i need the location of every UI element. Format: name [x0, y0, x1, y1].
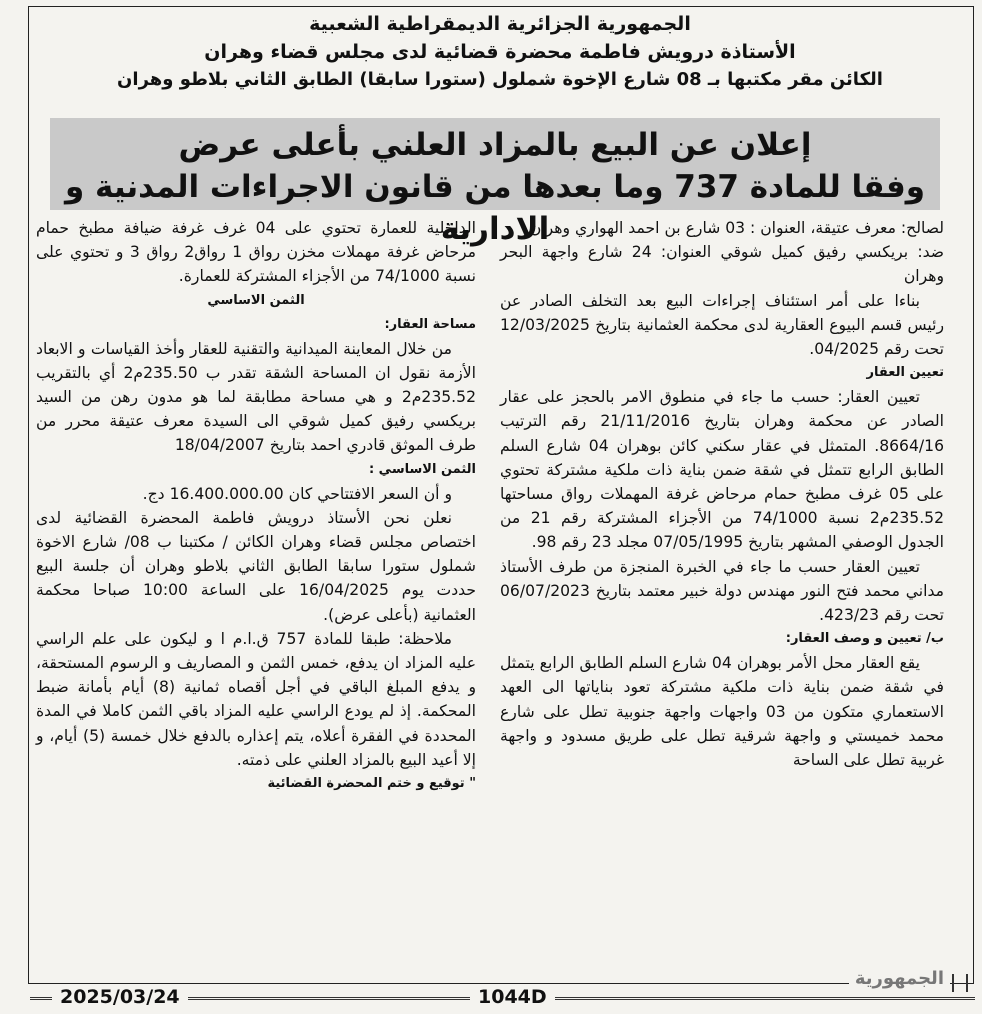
- title-line-2: وفقا للمادة 737 وما بعدها من قانون الاجراءات المدنية و الادارية: [64, 169, 926, 247]
- notice-header: [40, 10, 960, 94]
- opening-price-paragraph: و أن السعر الافتتاحي كان 16.400.000.00 دج.: [142, 484, 452, 503]
- order-paragraph: بناءا على أمر استئناف إجراءات البيع بعد التخلف الصادر عن رئيس قسم البيوع العقارية لدى محكمة العثمانية بتاريخ 12/03/2025 تحت رقم 04/2025.: [500, 291, 944, 359]
- header-address-line: الكائن مقر مكتبها بـ 08 شارع الإخوة شملول (ستورا سابقا) الطابق الثاني بلاطو وهران: [117, 69, 883, 90]
- area-paragraph: من خلال المعاينة الميدانية والتقنية للعقار وأخذ القياسات و الابعاد الأزمة نقول ان المساحة الشقة تقدر ب 235.50م2 أي بالتقريب 235.52م2 و هي مساحة مطابقة لما هو مدون رهن من السيد بريكسي رفيق كميل شوقي الى السيدة معرف عتيقة محرر من طرف الموثق قادري احمد بتاريخ 18/04/2007: [36, 339, 476, 455]
- expertise-paragraph: تعيين العقار حسب ما جاء في الخبرة المنجزة من طرف الأستاذ مداني محمد فتح النور مهندس دولة خبير معتمد بتاريخ 06/07/2023 تحت رقم 423/23.: [500, 557, 944, 625]
- property-designation-heading: تعيين العقار: [866, 365, 944, 381]
- signature-line: " توقيع و ختم المحضرة القضائية: [267, 776, 476, 792]
- property-designation-paragraph: تعيين العقار: حسب ما جاء في منطوق الامر بالحجز على عقار الصادر عن محكمة وهران بتاريخ 21/11/2016 رقم الترتيب 8664/16. المتمثل في عقار سكني كائن بوهران 04 شارع السلم الطابق الرابع تتمثل في شقة ضمن بناية ذات ملكية مشتركة تحتوي على 05 غرف مطبخ حمام مرحاض غرفة المهملات رواق مساحتها 235.52م2 نسبة 74/1000 من الأجزاء المشتركة رقم 21 من الجدول الوصفي المشهر بتاريخ 07/05/1995 مجلد 23 رقم 98.: [500, 388, 945, 552]
- right-column: [500, 216, 944, 772]
- interior-paragraph: الداخلية للعمارة تحتوي على 04 غرف غرفة ضيافة مطبخ حمام مرحاض غرفة مهملات مخزن رواق 1 رواق2 رواق 3 و تحتوي على نسبة 74/1000 من الأجزاء المشتركة للعمارة.: [36, 219, 476, 286]
- left-column: [36, 216, 476, 796]
- logo-mark-icon: [952, 974, 968, 992]
- auction-announcement-paragraph: نعلن نحن الأستاذ درويش فاطمة المحضرة القضائية لدى اختصاص مجلس قضاء وهران الكائن / مكتبنا ب 08/ شارع الاخوة شملول ستورا سابقا الطابق الثاني بلاطو وهران أن جلسة البيع حددت يوم 16/04/2025 على الساعة 10:00 صباحا محكمة العثمانية (بأعلى عرض).: [36, 508, 476, 624]
- property-description-paragraph: يقع العقار محل الأمر بوهران 04 شارع السلم الطابق الرابع يتمثل في شقة ضمن بناية ذات ملكية مشتركة تعود بناياتها الى العهد الاستعماري متكون من 03 واجهات واجهة جنوبية تطل على شارع محمد خميستي و واجهة شرقية تطل على طريق مسدود و واجهة غربية تطل على الساحة: [500, 654, 945, 770]
- header-republic-line: الجمهورية الجزائرية الديمقراطية الشعبية: [309, 13, 691, 35]
- claimant-paragraph: لصالح: معرف عتيقة، العنوان : 03 شارع بن احمد الهواري وهران: [529, 219, 944, 237]
- defendant-paragraph: ضد: بريكسي رفيق كميل شوقي العنوان: 24 شارع واجهة البحر وهران: [500, 243, 944, 286]
- footer-code: 1044D: [470, 986, 555, 1008]
- header-bailiff-line: الأستاذة درويش فاطمة محضرة قضائية لدى مجلس قضاء وهران: [204, 41, 796, 63]
- footer: [30, 986, 975, 1008]
- newspaper-logo: الجمهورية: [849, 968, 950, 989]
- title-line-1: إعلان عن البيع بالمزاد العلني بأعلى عرض: [178, 127, 812, 163]
- area-heading: مساحة العقار:: [384, 316, 476, 332]
- property-description-heading: ب/ تعيين و وصف العقار:: [785, 631, 944, 647]
- note-paragraph: ملاحظة: طبقا للمادة 757 ق.ا.م ا و ليكون على علم الراسي عليه المزاد ان يدفع، خمس الثمن و المصاريف و الرسوم المستحقة، و يدفع المبلغ الباقي في أجل أقصاه ثمانية (8) أيام بأمانة ضبط المحكمة. إذ لم يودع الراسي عليه المزاد باقي الثمن كاملا في المدة المحددة في الفقرة أعلاه، يتم إعذاره بالدفع خلال خمسة (5) أيام، و إلا أعيد البيع بالمزاد العلني على ذمته.: [36, 629, 476, 769]
- base-price-heading: الثمن الاساسي: [207, 292, 305, 308]
- footer-date: 2025/03/24: [52, 986, 188, 1008]
- base-price-heading-2: الثمن الاساسي :: [368, 461, 476, 477]
